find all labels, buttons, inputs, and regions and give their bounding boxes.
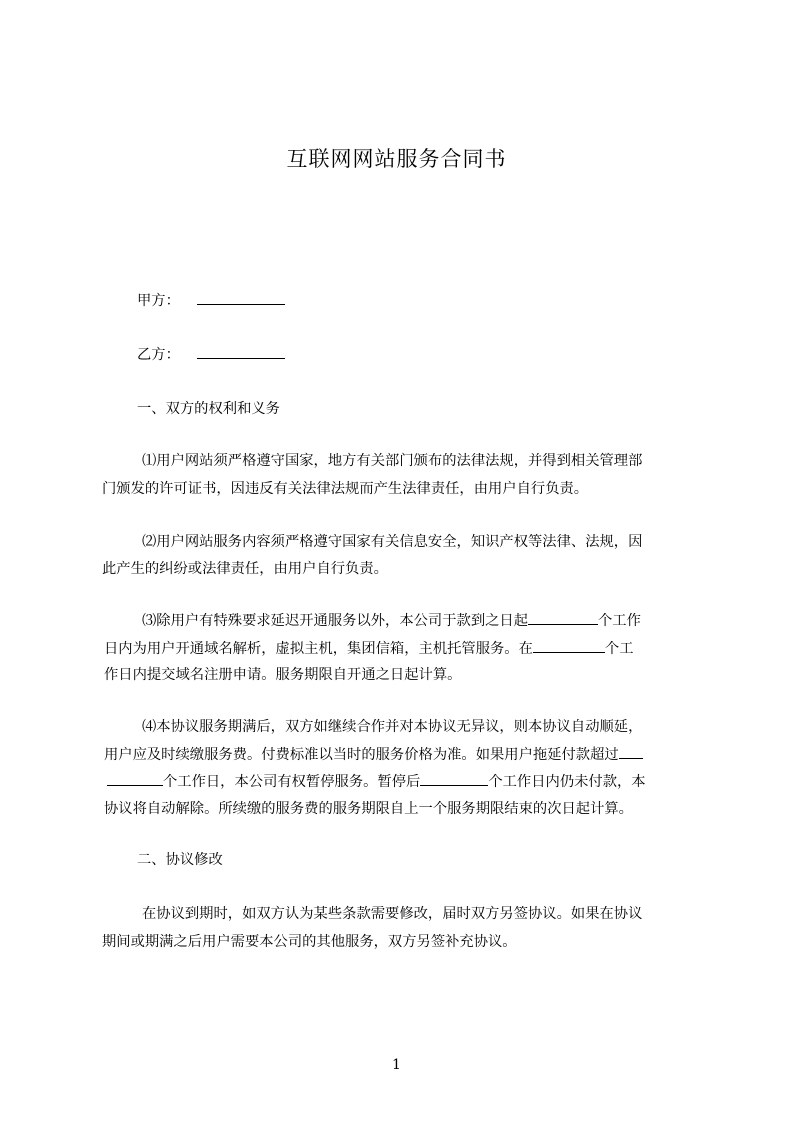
party-b-line: [137, 346, 285, 363]
paragraph-3-text-d: 个工: [604, 641, 634, 657]
paragraph-2-line-1: ⑵用户网站服务内容须严格遵守国家有关信息安全，知识产权等法律、法规，因: [142, 534, 643, 550]
paragraph-4-line-4: 协议将自动解除。所续缴的服务费的服务期限自上一个服务期限结束的次日起计算。: [104, 801, 633, 817]
paragraph-2-line-2: 此产生的纠纷或法律责任，由用户自行负责。: [102, 561, 388, 577]
suspension-blank: [420, 773, 488, 786]
section-heading-rights: 一、双方的权利和义务: [137, 401, 280, 417]
party-a-label: 甲方：: [137, 293, 180, 309]
paragraph-3-text-b: 个工作: [598, 613, 641, 629]
party-b-label: 乙方：: [137, 347, 180, 363]
overdue-blank-part-1: [619, 746, 643, 759]
party-a-line: [137, 292, 285, 309]
paragraph-4-line-3: [107, 773, 646, 790]
workdays-blank-2: [533, 640, 605, 653]
paragraph-3-line-2: [104, 640, 634, 657]
paragraph-3-line-3: 作日内提交域名注册申请。服务期限自开通之日起计算。: [104, 667, 462, 683]
paragraph-3-text-c: 日内为用户开通域名解析，虚拟主机，集团信箱，主机托管服务。在: [104, 641, 533, 657]
party-b-blank: [197, 346, 285, 359]
paragraph-3-line-1: [142, 612, 641, 629]
paragraph-5-line-2: 期间或期满之后用户需要本公司的其他服务，双方另签补充协议。: [102, 934, 517, 950]
workdays-blank-1: [528, 612, 598, 625]
paragraph-4-line-1: ⑷本协议服务期满后，双方如继续合作并对本协议无异议，则本协议自动顺延，: [142, 719, 643, 735]
party-a-blank: [197, 292, 285, 305]
paragraph-4-text-c: 个工作日内仍未付款，本: [488, 774, 646, 790]
paragraph-4-text-b: 个工作日，本公司有权暂停服务。暂停后: [163, 774, 421, 790]
paragraph-5-line-1: 在协议到期时，如双方认为某些条款需要修改，届时双方另签协议。如果在协议: [142, 906, 643, 922]
paragraph-1-line-1: ⑴用户网站须严格遵守国家，地方有关部门颁布的法律法规，并得到相关管理部: [142, 453, 643, 469]
document-title: 互联网网站服务合同书: [286, 147, 507, 171]
paragraph-4-line-2: [104, 746, 643, 763]
page-number: 1: [392, 1057, 401, 1073]
overdue-blank-part-2: [107, 773, 163, 786]
paragraph-4-text-a: 用户应及时续缴服务费。付费标准以当时的服务价格为准。如果用户拖延付款超过: [104, 747, 619, 763]
paragraph-1-line-2: 门颁发的许可证书，因违反有关法律法规而产生法律责任，由用户自行负责。: [102, 481, 589, 497]
section-heading-modification: 二、协议修改: [137, 852, 223, 868]
paragraph-3-text-a: ⑶除用户有特殊要求延迟开通服务以外，本公司于款到之日起: [142, 613, 529, 629]
